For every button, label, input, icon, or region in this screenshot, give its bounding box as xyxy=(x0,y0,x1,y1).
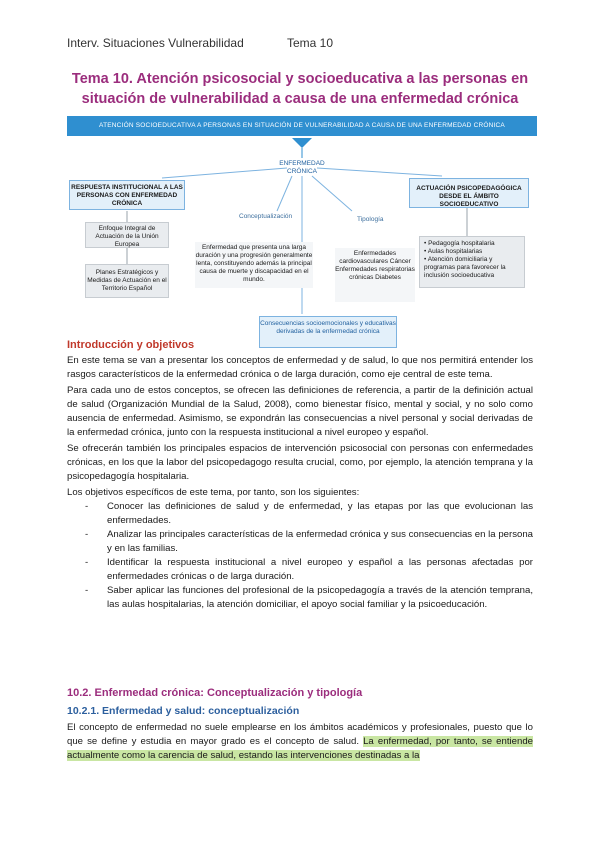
typology-box xyxy=(335,248,415,302)
left-item-eu xyxy=(85,222,169,248)
list-item: - Conocer las definiciones de salud y de enfermedad, y las etapas por las que evolucionan las enfermedades. xyxy=(85,501,533,526)
center-node xyxy=(272,160,332,176)
list-item: - Analizar las principales características de la enfermedad crónica y sus consecuencias en la persona y en las familias. xyxy=(85,529,533,554)
intro-paragraph-2: Para cada uno de estos conceptos, se ofrecen las definiciones de referencia, a partir de la definición actual de salud (Organización Mundial de la Salud, 2008), como bienestar físico, mental y social, y no solo como ausencia de enfermedad. Asimismo, se expondrán las consecuencias a nivel personal y social derivadas de la enfermedad crónica, junto con la respuesta institucional a nivel europeo y español. xyxy=(67,385,533,438)
bottom-node-label: Consecuencias socioemocionales y educativas derivadas de la enfermedad crónica xyxy=(260,320,396,335)
topic-label: Tema 10 xyxy=(287,36,334,50)
left-node xyxy=(69,180,185,210)
intro-heading: Introducción y objetivos xyxy=(67,339,195,351)
banner-arrow-icon xyxy=(292,138,312,148)
typology-label: Tipología xyxy=(357,216,384,223)
intro-section xyxy=(67,338,533,612)
right-node-label: ACTUACIÓN PSICOPEDAGÓGICA DESDE EL ÁMBITO SOCIOEDUCATIVO xyxy=(416,185,522,208)
concept-diagram xyxy=(67,116,537,356)
right-item-1: • Pedagogía hospitalaria xyxy=(424,240,495,247)
center-node-label: ENFERMEDAD CRÓNICA xyxy=(279,160,325,175)
intro-paragraph-1: En este tema se van a presentar los conceptos de enfermedad y de salud, lo que nos permitirá entender los rasgos característicos de la enfermedad crónica o de larga duración, como eje central de este tema. xyxy=(67,355,533,380)
left-item-eu-label: Enfoque Integral de Actuación de la Unión Europea xyxy=(95,225,159,248)
objectives-list xyxy=(67,500,533,612)
highlighted-text: La enfermedad, por tanto, se entiende actualmente como la carencia de salud, estando las intervenciones destinadas a la xyxy=(67,736,533,761)
concept-text: Enfermedad que presenta una larga duración y una progresión generalmente lenta, constituyendo además la principal causa de muerte y discapacidad en el mundo. xyxy=(195,244,313,283)
intro-paragraph-4: Los objetivos específicos de este tema, por tanto, son los siguientes: xyxy=(67,487,360,498)
typology-text: Enfermedades cardiovasculares Cáncer Enfermedades respiratorias crónicas Diabetes xyxy=(335,250,415,281)
diagram-banner: ATENCIÓN SOCIOEDUCATIVA A PERSONAS EN SITUACIÓN DE VULNERABILIDAD A CAUSA DE UNA ENFERMEDAD CRÓNICA xyxy=(67,116,537,136)
page-header xyxy=(67,36,334,50)
concept-box xyxy=(195,242,313,288)
subsection-heading: 10.2.1. Enfermedad y salud: conceptualización xyxy=(67,705,300,717)
list-item: - Identificar la respuesta institucional a nivel europeo y español a las personas afectadas por enfermedades crónicas o de larga duración. xyxy=(85,557,533,582)
page-title: Tema 10. Atención psicosocial y socioeducativa a las personas en situación de vulnerabilidad a causa de una enfermedad crónica xyxy=(71,71,529,107)
right-item-2: • Aulas hospitalarias xyxy=(424,248,483,255)
course-name: Interv. Situaciones Vulnerabilidad xyxy=(67,36,244,50)
section-paragraph: El concepto de enfermedad no suele emplearse en los ámbitos académicos y profesionales, puesto que lo que se define y estudia en mayor grado es el concepto de salud. La enfermedad, por tanto, se entiende actualmente como la carencia de salud, estando las intervenciones destinadas a la xyxy=(67,722,533,761)
section-10-2 xyxy=(67,686,533,763)
intro-paragraph-3: Se ofrecerán también los principales espacios de intervención psicosocial con personas con enfermedades crónicas, en los que la labor del psicopedagogo resulta crucial, como, por ejemplo, la atención temprana y la psicopedagogía hospitalaria. xyxy=(67,443,533,482)
right-items-box xyxy=(419,236,525,288)
left-node-label: RESPUESTA INSTITUCIONAL A LAS PERSONAS CON ENFERMEDAD CRÓNICA xyxy=(71,184,183,207)
left-item-spain-label: Planes Estratégicos y Medidas de Actuación en el Territorio Español xyxy=(87,269,167,292)
left-item-spain xyxy=(85,264,169,298)
right-item-3: • Atención domiciliaria y programas para favorecer la inclusión socioeducativa xyxy=(424,256,506,279)
section-heading: 10.2. Enfermedad crónica: Conceptualización y tipología xyxy=(67,687,363,699)
list-item: - Saber aplicar las funciones del profesional de la psicopedagogía a través de la atención temprana, las aulas hospitalarias, la atención domiciliar, el apoyo social familiar y la psicoeducación. xyxy=(85,585,533,610)
right-node xyxy=(409,178,529,208)
concept-label: Conceptualización xyxy=(239,213,293,220)
